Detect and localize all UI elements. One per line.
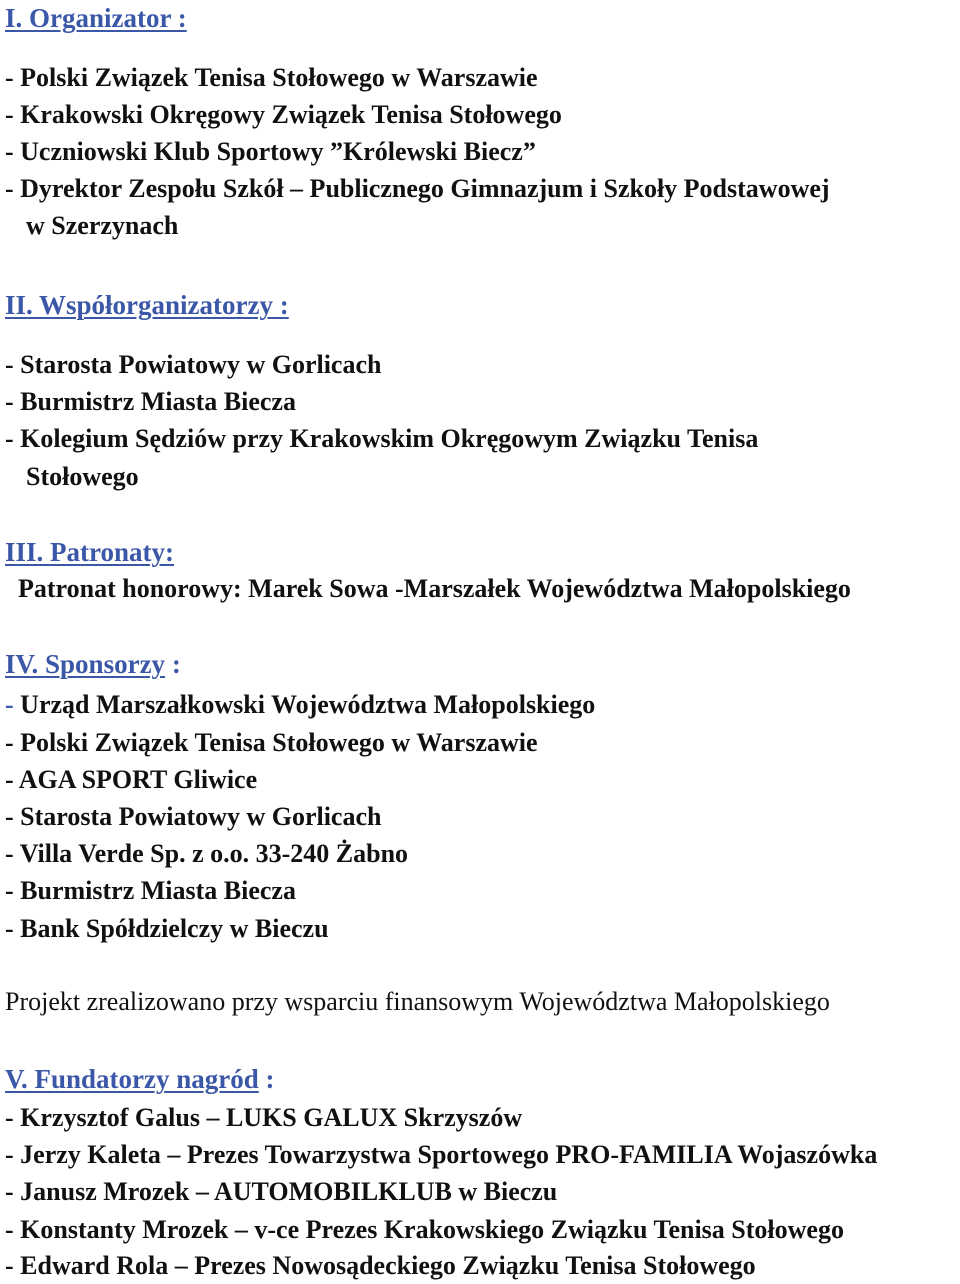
section-heading-organizator: I. Organizator : bbox=[5, 3, 187, 33]
list-item: - AGA SPORT Gliwice bbox=[5, 765, 258, 794]
list-item: - Konstanty Mrozek – v-ce Prezes Krakowskiego Związku Tenisa Stołowego bbox=[5, 1215, 844, 1244]
funding-note: Projekt zrealizowano przy wsparciu finansowym Województwa Małopolskiego bbox=[5, 987, 830, 1016]
list-item: - Edward Rola – Prezes Nowosądeckiego Związku Tenisa Stołowego bbox=[5, 1251, 756, 1280]
section-heading-sponsorzy: IV. Sponsorzy : bbox=[5, 649, 181, 679]
section-heading-fundatorzy: V. Fundatorzy nagród : bbox=[5, 1064, 275, 1094]
list-item: - Polski Związek Tenisa Stołowego w Warszawie bbox=[5, 63, 538, 92]
list-item: - Villa Verde Sp. z o.o. 33-240 Żabno bbox=[5, 839, 409, 868]
list-item: - Urząd Marszałkowski Województwa Małopolskiego bbox=[5, 690, 596, 719]
list-item: - Janusz Mrozek – AUTOMOBILKLUB w Bieczu bbox=[5, 1177, 558, 1206]
list-item-continuation: Stołowego bbox=[26, 462, 139, 491]
list-item: - Kolegium Sędziów przy Krakowskim Okręgowym Związku Tenisa bbox=[5, 424, 759, 453]
list-item: - Dyrektor Zespołu Szkół – Publicznego Gimnazjum i Szkoły Podstawowej bbox=[5, 174, 830, 203]
list-item: - Polski Związek Tenisa Stołowego w Warszawie bbox=[5, 728, 538, 757]
list-item: - Krakowski Okręgowy Związek Tenisa Stołowego bbox=[5, 100, 562, 129]
list-item: - Burmistrz Miasta Biecza bbox=[5, 876, 296, 905]
list-item-continuation: w Szerzynach bbox=[26, 211, 179, 240]
section-heading-wspolorganizatorzy: II. Współorganizatorzy : bbox=[5, 290, 289, 320]
list-item: - Starosta Powiatowy w Gorlicach bbox=[5, 350, 382, 379]
list-item: - Starosta Powiatowy w Gorlicach bbox=[5, 802, 382, 831]
list-item: - Bank Spółdzielczy w Bieczu bbox=[5, 914, 329, 943]
list-item: - Krzysztof Galus – LUKS GALUX Skrzyszów bbox=[5, 1103, 523, 1132]
patronage-line: Patronat honorowy: Marek Sowa -Marszałek Województwa Małopolskiego bbox=[18, 574, 851, 603]
list-item: - Burmistrz Miasta Biecza bbox=[5, 387, 296, 416]
list-item: - Jerzy Kaleta – Prezes Towarzystwa Sportowego PRO-FAMILIA Wojaszówka bbox=[5, 1140, 878, 1169]
list-item: - Uczniowski Klub Sportowy ”Królewski Biecz” bbox=[5, 137, 536, 166]
section-heading-patronaty: III. Patronaty: bbox=[5, 537, 175, 567]
